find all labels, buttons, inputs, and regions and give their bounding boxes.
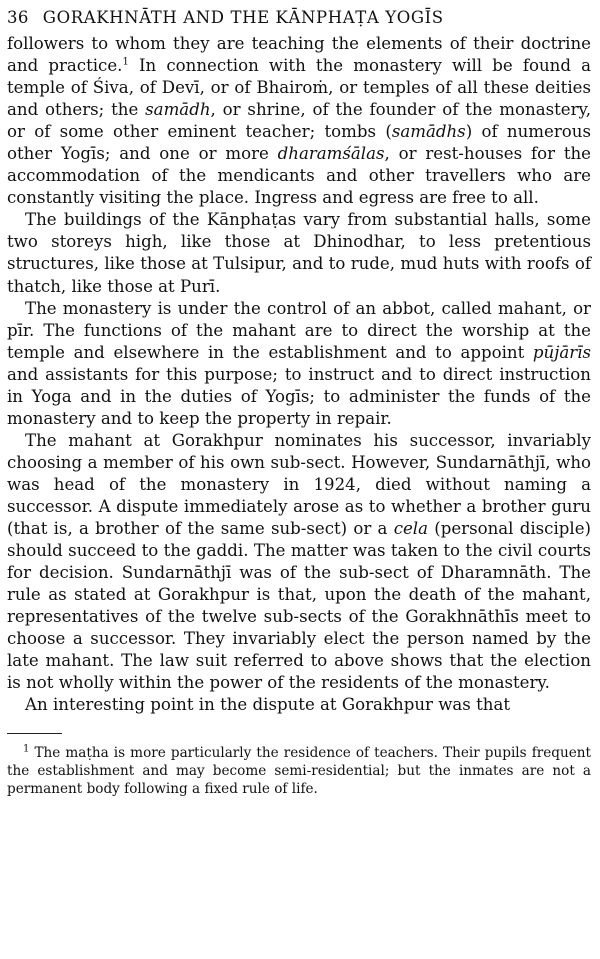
text-run: ) of numerous other Yogīs; and one or more — [7, 122, 591, 164]
footnote-divider — [7, 733, 62, 734]
paragraph — [7, 209, 591, 297]
text-run: , or rest-houses for the accommodation of the mendicants and other travellers who are constantly visiting the place. Ingress and egress are free to all. — [7, 144, 591, 208]
paragraph — [7, 694, 591, 716]
italic-term: samādhs — [391, 122, 466, 142]
text-run: An interesting point in the dispute at Gorakhpur was that — [25, 695, 511, 715]
text-run: (personal disciple) should succeed to the gaddi. The matter was taken to the civil courts for decision. Sundarnāthjī was of the sub-sect of Dharamnāth. The rule as stated at Gorakhpur is that, upon the death of the mahant, representatives of the twelve sub-sects of the Gorakhnāthīs meet to choose a successor. They invariably elect the person named by the late mahant. The law suit referred to above shows that the election is not wholly within the power of the residents of the monastery. — [7, 519, 591, 693]
footnote-marker: 1 — [23, 743, 30, 755]
text-run: followers to whom they are teaching the elements of their doctrine and practice. — [7, 34, 591, 76]
text-run: In connection with the monastery will be found a temple of Śiva, of Devī, or of Bhairoṁ, or temples of all these deities and others; the — [7, 56, 591, 120]
text-run: The mahant at Gorakhpur nominates his successor, invariably choosing a member of his own sub-sect. However, Sundarnāthjī, who was head of the monastery in 1924, died without naming a successor. A dispute immediately arose as to whether a brother guru (that is, a brother of the same sub-sect) or a — [7, 430, 591, 539]
running-head: GORAKHNĀTH AND THE KĀNPHAṬA YOGĪS — [42, 8, 444, 27]
paragraph — [7, 298, 591, 430]
footnote — [7, 745, 591, 798]
italic-term: dharamśālas — [277, 144, 385, 164]
footnote-text: The maṭha is more particularly the residence of teachers. Their pupils frequent the establishment and may become semi-residential; but the inmates are not a permanent body following a fixed rule of life. — [7, 745, 591, 798]
body-text — [7, 33, 591, 716]
text-run: The buildings of the Kānphaṭas vary from substantial halls, some two storeys high, like those at Dhinodhar, to less pretentious structures, like those at Tulsipur, and to rude, mud huts with roofs of thatch, like those at Purī. — [7, 210, 591, 296]
page-header — [7, 3, 591, 33]
footnote-reference: 1 — [122, 56, 129, 68]
italic-term: cela — [393, 519, 429, 539]
text-run: and assistants for this purpose; to instruct and to direct instruction in Yoga and in the duties of Yogīs; to administer the funds of the monastery and to keep the property in repair. — [7, 364, 591, 428]
text-run: , or shrine, of the founder of the monastery, or of some other eminent teacher; tombs ( — [7, 100, 591, 142]
page-number: 36 — [7, 8, 29, 27]
paragraph — [7, 33, 591, 209]
paragraph — [7, 430, 591, 695]
text-run: The monastery is under the control of an abbot, called mahant, or pīr. The functions of the mahant are to direct the worship at the temple and elsewhere in the establishment and to appoint — [7, 298, 591, 362]
italic-term: pūjārīs — [532, 342, 591, 362]
italic-term: samādh — [145, 100, 211, 120]
